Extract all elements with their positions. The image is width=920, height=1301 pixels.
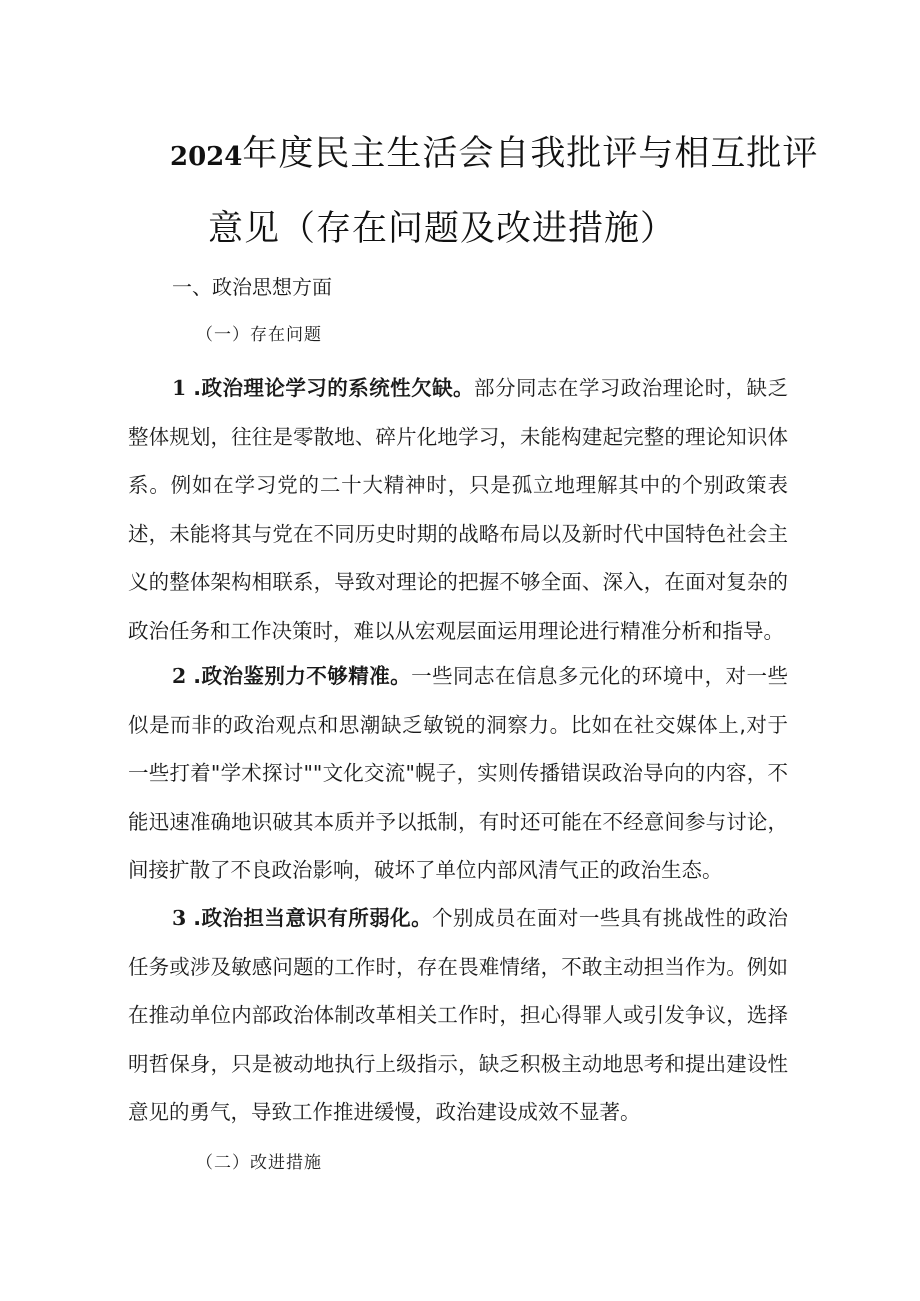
item-body: 个别成员在面对一些具有挑战性的政治任务或涉及敏感问题的工作时，存在畏难情绪，不敢主动担当作为。例如在推动单位内部政治体制改革相关工作时，担心得罪人或引发争议，选择明哲保身，只是被动地执行上级指示，缺乏积极主动地思考和提出建设性意见的勇气，导致工作推进缓慢，政治建设成效不显著。: [128, 906, 788, 1124]
problem-item-3: [128, 894, 788, 1137]
item-title: .政治担当意识有所弱化。: [193, 906, 433, 930]
subsection-heading-measures: （二）改进措施: [196, 1153, 322, 1173]
item-title: .政治鉴别力不够精准。: [193, 664, 412, 688]
item-title: .政治理论学习的系统性欠缺。: [193, 376, 475, 400]
problem-item-1: [128, 364, 788, 655]
item-body: 部分同志在学习政治理论时，缺乏整体规划，往往是零散地、碎片化地学习，未能构建起完整的理论知识体系。例如在学习党的二十大精神时，只是孤立地理解其中的个别政策表述，未能将其与党在不同历史时期的战略布局以及新时代中国特色社会主义的整体架构相联系，导致对理论的把握不够全面、深入，在面对复杂的政治任务和工作决策时，难以从宏观层面运用理论进行精准分析和指导。: [128, 376, 788, 643]
item-number: 3: [172, 906, 187, 930]
problem-item-2: [128, 652, 788, 895]
item-number: 1: [172, 376, 187, 400]
document-title-line-2: 意见（存在问题及改进措施）: [208, 209, 677, 249]
subsection-heading-problems: （一）存在问题: [196, 325, 322, 345]
title-text: 年度民主生活会自我批评与相互批评: [242, 134, 819, 174]
item-number: 2: [172, 664, 187, 688]
document-title-line-1: [170, 131, 818, 180]
section-heading-political-thought: 一、政治思想方面: [172, 275, 332, 299]
title-year: 2024: [170, 142, 243, 172]
item-body: 一些同志在信息多元化的环境中，对一些似是而非的政治观点和思潮缺乏敏锐的洞察力。比如在社交媒体上,对于一些打着"学术探讨""文化交流"幌子，实则传播错误政治导向的内容，不能迅速准确地识破其本质并予以抵制，有时还可能在不经意间参与讨论，间接扩散了不良政治影响，破坏了单位内部风清气正的政治生态。: [128, 664, 788, 882]
